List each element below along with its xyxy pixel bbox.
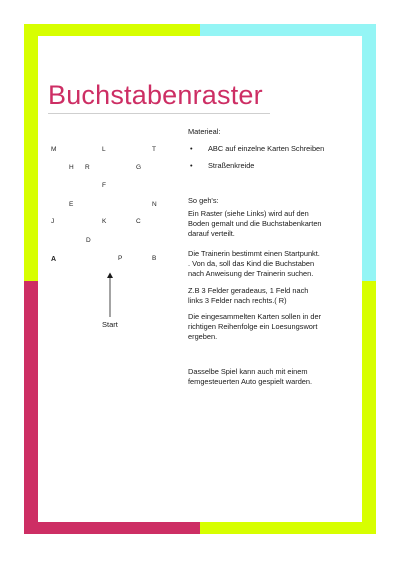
grid-letter-m: M xyxy=(51,146,57,153)
text-line: Z.B 3 Felder geradeaus, 1 Feld nach xyxy=(188,286,309,295)
grid-letter-k: K xyxy=(102,218,107,225)
text-line: links 3 Felder nach rechts.( R) xyxy=(188,296,287,306)
text-line: Die eingesammelten Karten sollen in der xyxy=(188,312,322,321)
grid-letter-c: C xyxy=(136,218,141,225)
text-line: richtigen Reihenfolge ein Loesungswort xyxy=(188,322,318,332)
grid-letter-f: F xyxy=(102,182,106,189)
list-item: • Straßenkreide xyxy=(188,161,324,171)
grid-letter-r: R xyxy=(85,164,90,171)
text-line: nach Anweisung der Trainerin suchen. xyxy=(188,269,314,279)
text-line: darauf verteilt. xyxy=(188,229,235,239)
grid-letter-j: J xyxy=(51,218,55,225)
text-line: Ein Raster (siehe Links) wird auf den xyxy=(188,209,309,218)
paragraph xyxy=(188,312,321,343)
text-line: Die Trainerin bestimmt einen Startpunkt. xyxy=(188,249,320,258)
howto-heading: So geh's: xyxy=(188,196,219,205)
grid-letter-d: D xyxy=(86,237,91,244)
grid-letter-t: T xyxy=(152,146,156,153)
materials-list xyxy=(188,144,324,171)
grid-letter-b: B xyxy=(152,255,157,262)
grid-letter-e: E xyxy=(69,201,74,208)
text-line: Boden gemalt und die Buchstabenkarten xyxy=(188,219,322,229)
text-line: Dasselbe Spiel kann auch mit einem xyxy=(188,367,308,376)
paragraph xyxy=(188,286,308,306)
grid-letter-l: L xyxy=(102,146,106,153)
text-line: . Von da, soll das Kind die Buchstaben xyxy=(188,259,315,269)
paragraph xyxy=(188,209,322,240)
grid-letter-a: A xyxy=(51,256,57,263)
page-title: Buchstabenraster xyxy=(48,80,263,110)
grid-letter-p: P xyxy=(118,255,123,262)
title-divider xyxy=(48,113,270,114)
grid-letter-n: N xyxy=(152,201,157,208)
materials-heading: Materieal: xyxy=(188,127,221,136)
text-line: ergeben. xyxy=(188,332,218,342)
text-line: femgesteuerten Auto gespielt warden. xyxy=(188,377,313,387)
paragraph xyxy=(188,249,320,280)
start-label: Start xyxy=(102,320,118,329)
grid-letter-g: G xyxy=(136,164,142,171)
grid-letter-h: H xyxy=(69,164,74,171)
list-item: • ABC auf einzelne Karten Schreiben xyxy=(188,144,324,154)
paragraph xyxy=(188,367,312,387)
arrow-up-icon xyxy=(106,272,114,318)
